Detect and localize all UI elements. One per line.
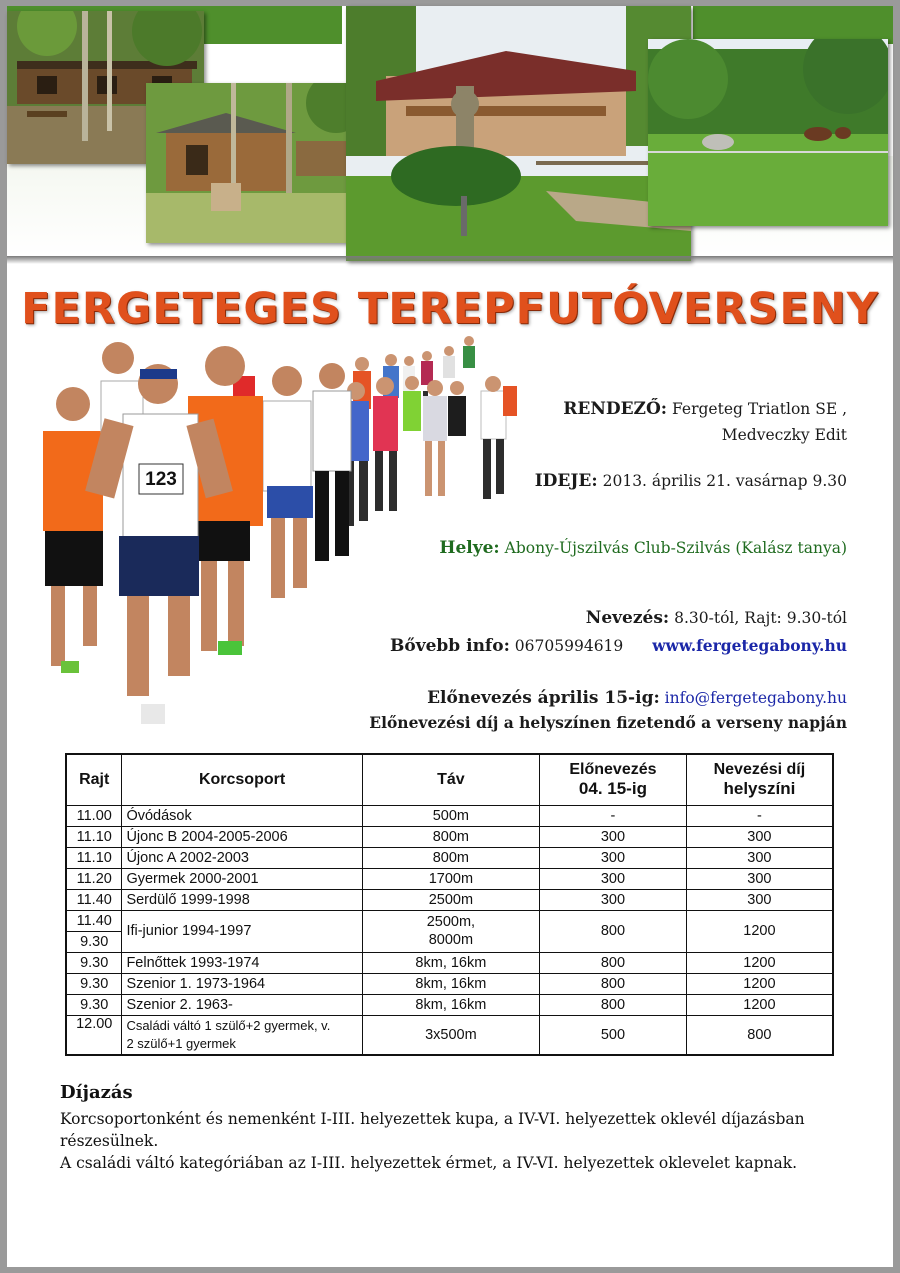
- pre-registration-note: [369, 713, 847, 732]
- location-value: Abony-Újszilvás Club-Szilvás (Kalász tanya): [504, 539, 847, 557]
- cell-start: 9.30: [66, 973, 122, 994]
- registration-line: [586, 608, 847, 628]
- prizes-line-3: A családi váltó kategóriában az I-III. helyezettek érmet, a IV-VI. helyezettek oklevelet kapnak.: [60, 1154, 798, 1172]
- pre-registration-note-text: Előnevezési díj a helyszínen fizetendő a verseny napján: [369, 713, 847, 732]
- cell-category-line2: 2 szülő+1 gyermek: [126, 1035, 236, 1051]
- location-label: Helye:: [439, 538, 500, 558]
- prizes-text: [60, 1108, 820, 1174]
- cell-pre-fee: 300: [540, 889, 687, 910]
- prizes-title: Díjazás: [60, 1082, 133, 1103]
- cell-fee: 1200: [686, 994, 833, 1015]
- cell-category: Ifi-junior 1994-1997: [122, 910, 362, 952]
- cell-start: 11.00: [66, 805, 122, 826]
- location-line: [439, 538, 847, 558]
- organizer-value-1: Fergeteg Triatlon SE ,: [672, 400, 847, 418]
- cell-pre-fee: 800: [540, 910, 687, 952]
- cell-start: 11.40: [66, 889, 122, 910]
- cell-category: Gyermek 2000-2001: [122, 868, 362, 889]
- cell-pre-fee: 300: [540, 847, 687, 868]
- table-row: [66, 805, 833, 826]
- cell-pre-fee: 800: [540, 994, 687, 1015]
- website-link[interactable]: www.fergetegabony.hu: [652, 636, 847, 655]
- cell-pre-fee: 500: [540, 1015, 687, 1055]
- cell-category: Serdülő 1999-1998: [122, 889, 362, 910]
- cell-pre-fee: 300: [540, 826, 687, 847]
- cell-fee: 300: [686, 889, 833, 910]
- entry-table: [65, 753, 834, 1056]
- cell-fee: 1200: [686, 910, 833, 952]
- header-distance: Táv: [362, 754, 539, 805]
- pre-registration-label: Előnevezés április 15-ig:: [427, 688, 660, 708]
- pre-registration-line: [427, 688, 847, 708]
- table-row: [66, 826, 833, 847]
- header-category: Korcsoport: [122, 754, 362, 805]
- start-label: Rajt:: [744, 609, 782, 627]
- date-value: 2013. április 21. vasárnap 9.30: [602, 472, 847, 490]
- email-link[interactable]: info@fergetegabony.hu: [664, 689, 847, 707]
- cell-fee: 1200: [686, 952, 833, 973]
- cell-distance: 2500m: [362, 889, 539, 910]
- table-row: [66, 973, 833, 994]
- cell-start: 11.10: [66, 826, 122, 847]
- cell-distance: 8km, 16km: [362, 973, 539, 994]
- date-label: IDEJE:: [534, 471, 598, 491]
- cell-fee: 300: [686, 868, 833, 889]
- start-value: 9.30-tól: [786, 609, 847, 627]
- phone-number: 06705994619: [514, 637, 624, 655]
- cell-fee: 300: [686, 847, 833, 868]
- cell-category: Felnőttek 1993-1974: [122, 952, 362, 973]
- cell-fee: 800: [686, 1015, 833, 1055]
- header-pre-line2: 04. 15-ig: [578, 778, 647, 798]
- cell-start: 11.10: [66, 847, 122, 868]
- cell-pre-fee: 300: [540, 868, 687, 889]
- cell-start: 9.30: [66, 952, 122, 973]
- registration-label: Nevezés:: [585, 608, 670, 628]
- cell-start: 11.40: [66, 910, 122, 931]
- photo-gazebo: [146, 83, 360, 243]
- cell-distance: 1700m: [362, 868, 539, 889]
- cell-fee: -: [686, 805, 833, 826]
- registration-value: 8.30-tól,: [674, 609, 740, 627]
- collage-shadow: [7, 256, 893, 264]
- cell-distance: 8km, 16km: [362, 952, 539, 973]
- more-info-label: Bővebb info:: [390, 636, 510, 656]
- cell-start: 12.00: [66, 1015, 122, 1055]
- organizer-line2: [722, 426, 847, 444]
- cell-distance: 800m: [362, 847, 539, 868]
- organizer-value-2: Medveczky Edit: [721, 426, 847, 444]
- cell-category-line1: Családi váltó 1 szülő+2 gyermek, v.: [126, 1017, 331, 1033]
- table-row: [66, 1015, 833, 1055]
- cell-category: Újonc A 2002-2003: [122, 847, 362, 868]
- runners-photo: [23, 336, 533, 736]
- cell-category: Újonc B 2004-2005-2006: [122, 826, 362, 847]
- prizes-line-2: részesülnek.: [60, 1132, 159, 1150]
- header-start: Rajt: [66, 754, 122, 805]
- table-row: [66, 994, 833, 1015]
- table-header-row: [66, 754, 833, 805]
- cell-distance: 500m: [362, 805, 539, 826]
- date-line: [535, 471, 847, 491]
- bib-number: 123: [145, 469, 177, 490]
- cell-start: 9.30: [66, 994, 122, 1015]
- photo-collage: [7, 6, 893, 261]
- cell-category: Óvódások: [122, 805, 362, 826]
- cell-distance-line1: 2500m,: [426, 914, 476, 930]
- cell-category: [122, 1015, 362, 1055]
- cell-pre-fee: -: [540, 805, 687, 826]
- organizer-line1: [563, 399, 847, 419]
- cell-distance: 800m: [362, 826, 539, 847]
- prizes-line-1: Korcsoportonként és nemenként I-III. helyezettek kupa, a IV-VI. helyezettek oklevél díjazásban: [60, 1110, 805, 1128]
- cell-pre-fee: 800: [540, 952, 687, 973]
- table-row: [66, 952, 833, 973]
- cell-distance: 3x500m: [362, 1015, 539, 1055]
- cell-category: Szenior 2. 1963-: [122, 994, 362, 1015]
- cell-fee: 1200: [686, 973, 833, 994]
- table-row: [66, 910, 833, 931]
- page-title: FERGETEGES TEREPFUTÓVERSENY: [21, 284, 879, 334]
- photo-lodge: [346, 6, 691, 261]
- table-row: [66, 868, 833, 889]
- cell-distance-line2: 8000m: [428, 932, 474, 948]
- table-row: [66, 847, 833, 868]
- flyer-page: [7, 6, 893, 1267]
- header-fee-line2: helyszíni: [723, 778, 796, 798]
- header-pre-line1: Előnevezés: [569, 760, 657, 778]
- table-row: [66, 889, 833, 910]
- cell-start: 11.20: [66, 868, 122, 889]
- cell-category: Szenior 1. 1973-1964: [122, 973, 362, 994]
- cell-pre-fee: 800: [540, 973, 687, 994]
- header-pre-registration: [540, 754, 687, 805]
- organizer-label: RENDEZŐ:: [563, 399, 668, 419]
- photo-horses: [648, 39, 888, 226]
- header-fee-line1: Nevezési díj: [713, 760, 806, 778]
- header-fee: [686, 754, 833, 805]
- cell-distance: [362, 910, 539, 952]
- more-info-line: [390, 636, 847, 656]
- cell-distance: 8km, 16km: [362, 994, 539, 1015]
- cell-start: 9.30: [66, 931, 122, 952]
- cell-fee: 300: [686, 826, 833, 847]
